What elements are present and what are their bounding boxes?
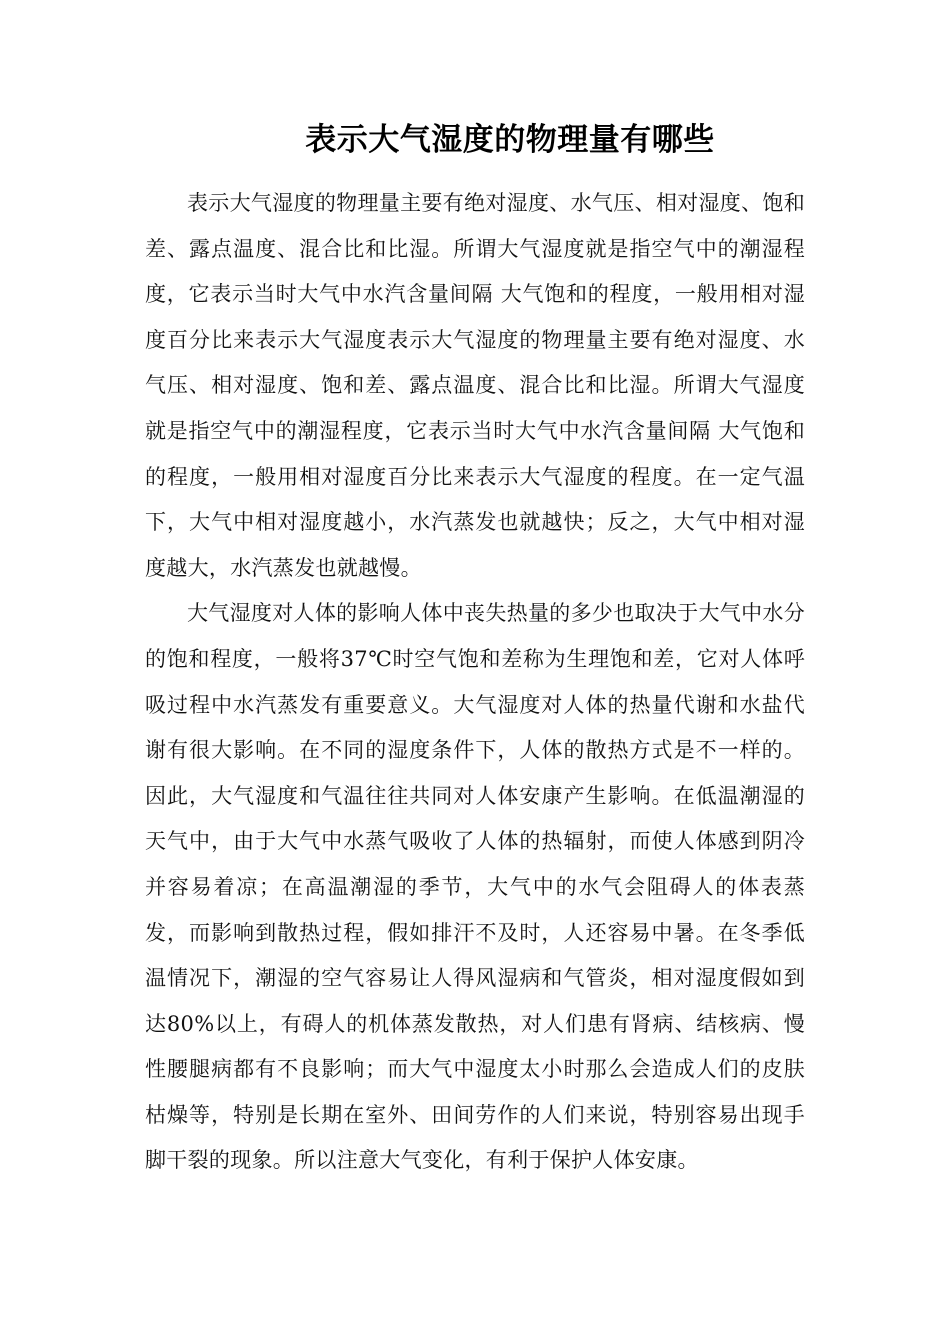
paragraph-1: 表示大气湿度的物理量主要有绝对湿度、水气压、相对湿度、饱和差、露点温度、混合比和比湿。所谓大气湿度就是指空气中的潮湿程度，它表示当时大气中水汽含量间隔 大气饱和的程度，一般用相对湿度百分比来表示大气湿度表示大气湿度的物理量主要有绝对湿度、水气压、相对湿度、饱和差、露点温度、混合比和比湿。所谓大气湿度就是指空气中的潮湿程度，它表示当时大气中水汽含量间隔 大气饱和的程度，一般用相对湿度百分比来表示大气湿度的程度。在一定气温下，大气中相对湿度越小，水汽蒸发也就越快；反之，大气中相对湿度越大，水汽蒸发也就越慢。 (145, 191, 805, 580)
document-body (145, 181, 805, 1184)
document-title: 表示大气湿度的物理量有哪些 (305, 122, 715, 158)
paragraph-2: 大气湿度对人体的影响人体中丧失热量的多少也取决于大气中水分的饱和程度，一般将37℃时空气饱和差称为生理饱和差，它对人体呼吸过程中水汽蒸发有重要意义。大气湿度对人体的热量代谢和水盐代谢有很大影响。在不同的湿度条件下，人体的散热方式是不一样的。因此，大气湿度和气温往往共同对人体安康产生影响。在低温潮湿的天气中，由于大气中水蒸气吸收了人体的热辐射，而使人体感到阴冷并容易着凉；在高温潮湿的季节，大气中的水气会阻碍人的体表蒸发，而影响到散热过程，假如排汗不及时，人还容易中暑。在冬季低温情况下，潮湿的空气容易让人得风湿病和气管炎，相对湿度假如到达80%以上，有碍人的机体蒸发散热，对人们患有肾病、结核病、慢性腰腿病都有不良影响；而大气中湿度太小时那么会造成人们的皮肤枯燥等，特别是长期在室外、田间劳作的人们来说，特别容易出现手脚干裂的现象。所以注意大气变化，有利于保护人体安康。 (145, 601, 805, 1173)
